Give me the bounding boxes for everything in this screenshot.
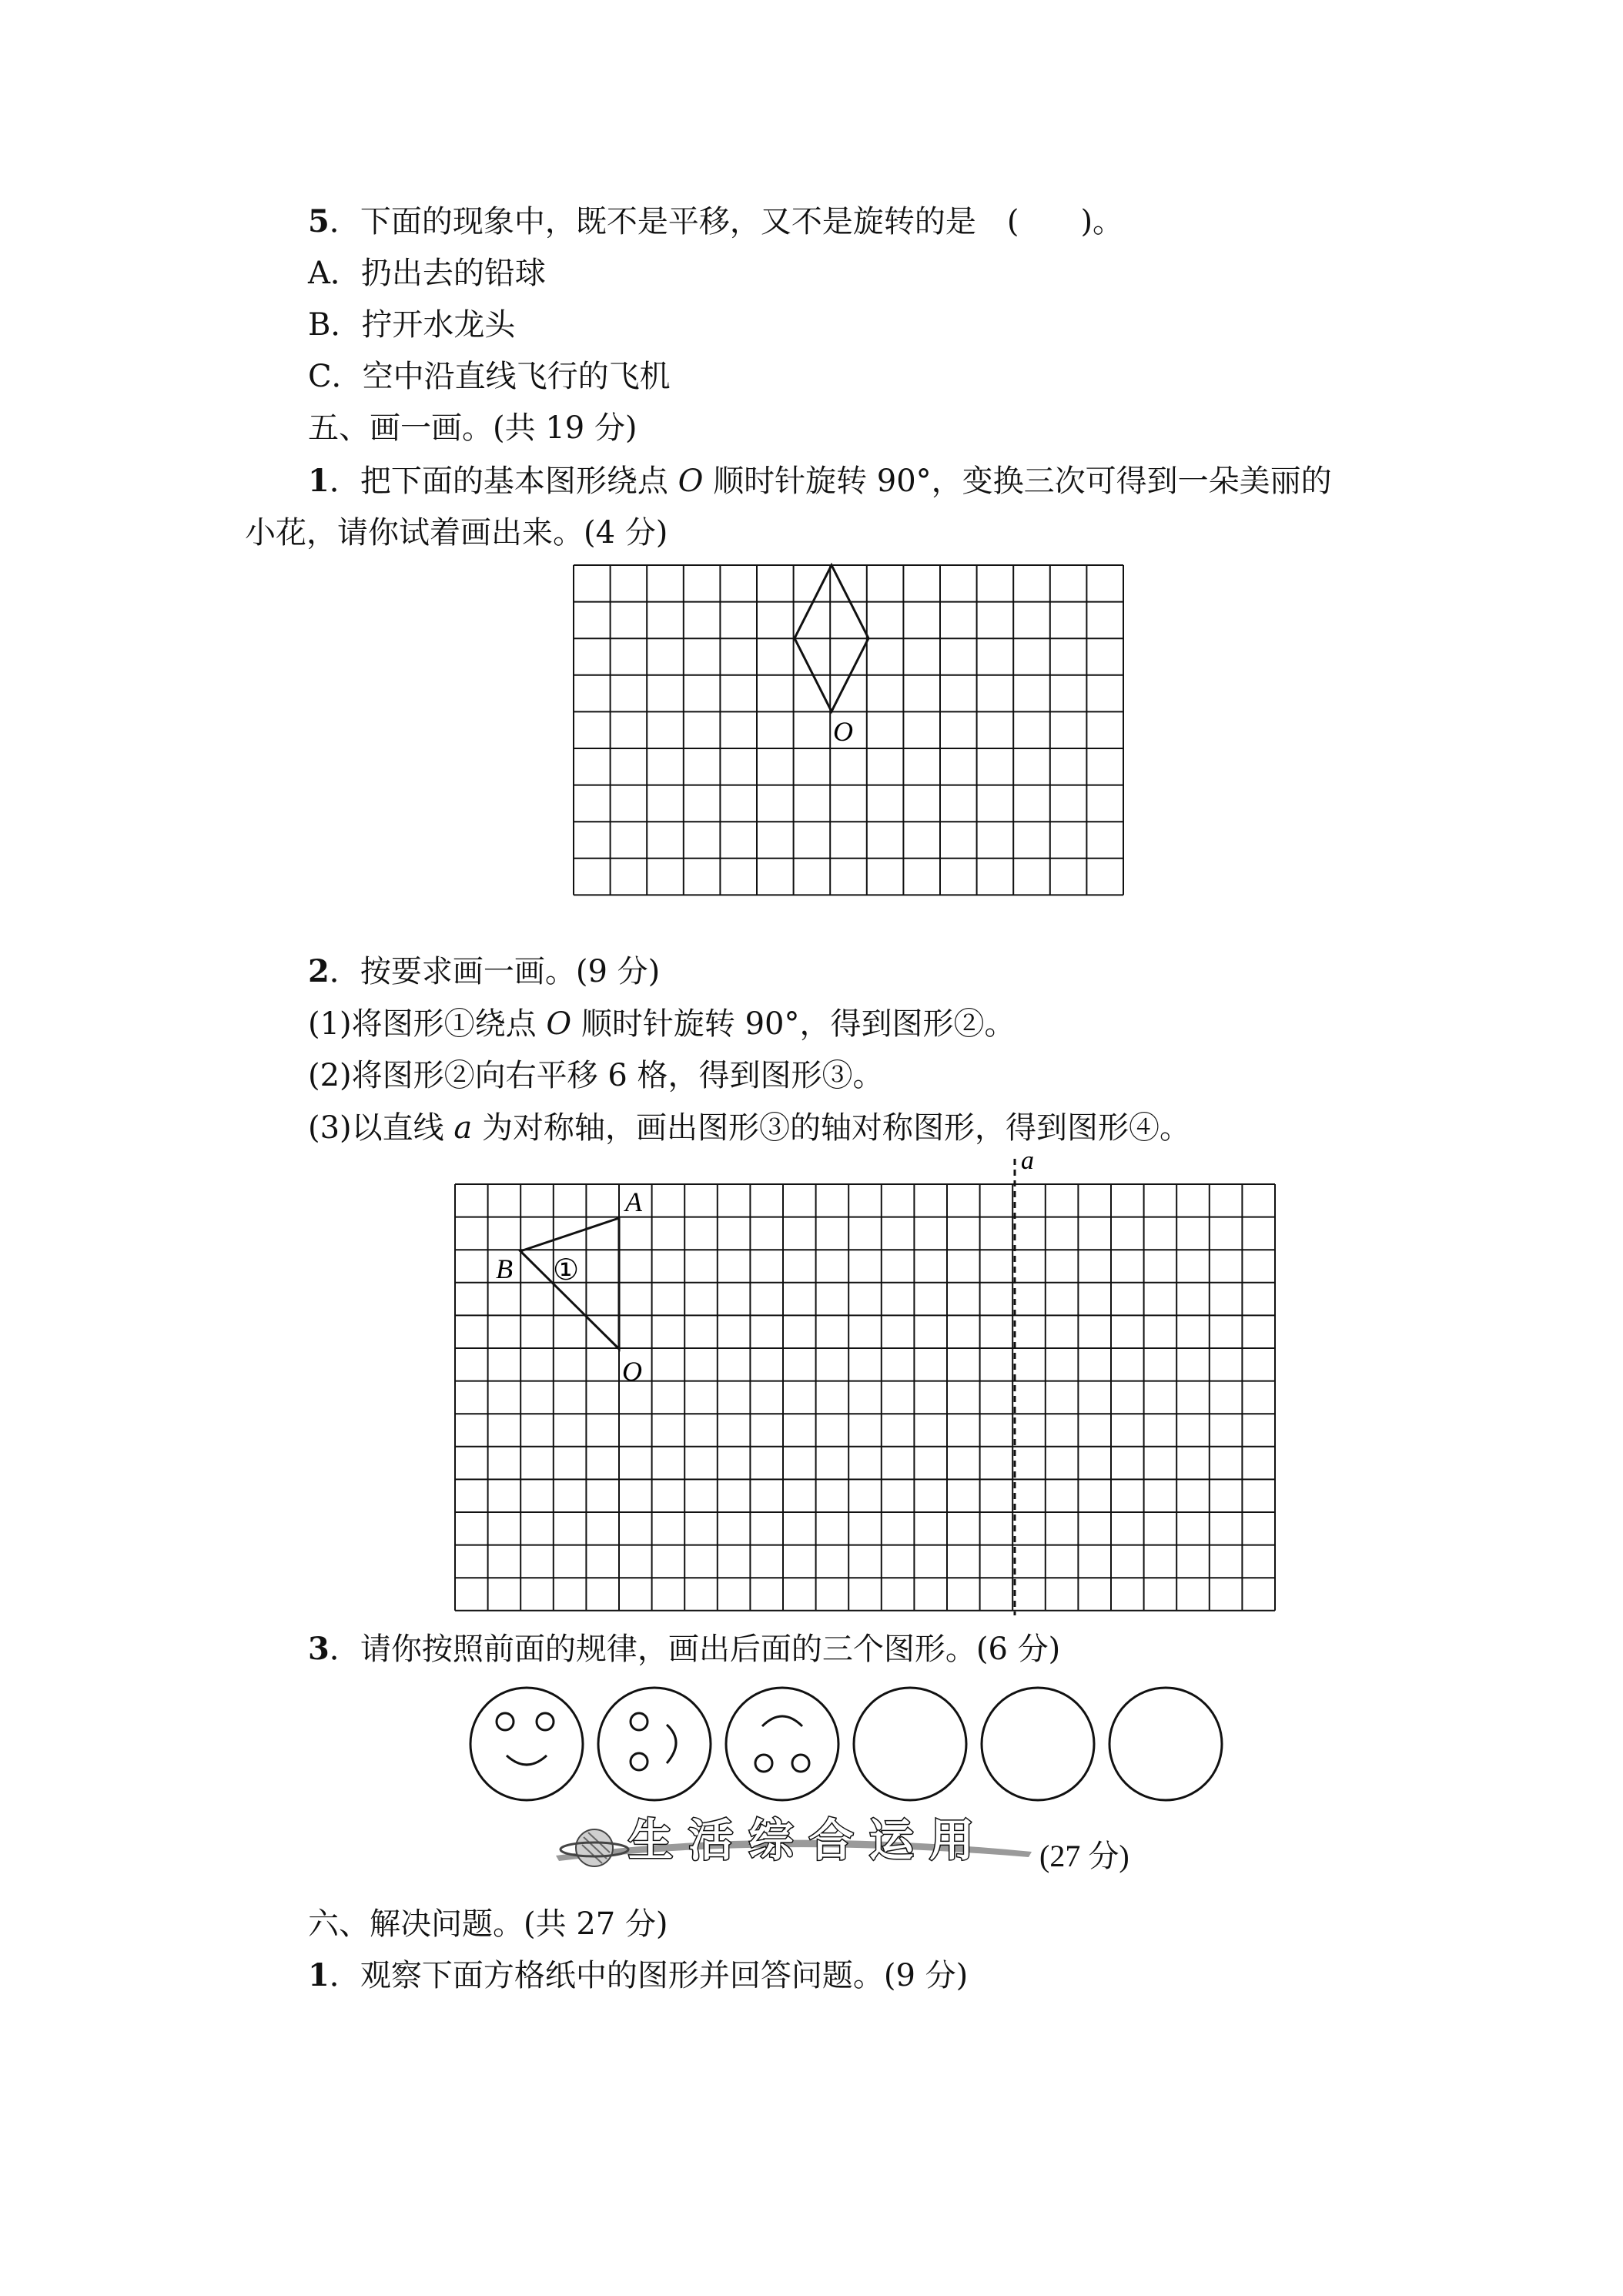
q5-number: 5 xyxy=(308,203,330,239)
s6-q1-number: 1 xyxy=(308,1957,330,1993)
q5-option-a: A．扔出去的铅球 xyxy=(308,256,546,291)
section5-title: 五、画一画。(共 19 分) xyxy=(308,410,637,446)
s5-q2-text: ．按要求画一画。(9 分) xyxy=(329,954,661,989)
q5-option-c: C．空中沿直线飞行的飞机 xyxy=(308,359,671,394)
vertex-b-label: B xyxy=(496,1253,513,1284)
s5-q3-number: 3 xyxy=(308,1631,330,1667)
banner-score: (27 分) xyxy=(1039,1839,1129,1873)
sub3-a: (3)以直线 xyxy=(308,1110,454,1146)
q5-option-b: B．拧开水龙头 xyxy=(308,307,516,343)
sub1-a: (1)将图形①绕点 xyxy=(308,1006,547,1042)
planet-icon xyxy=(561,1829,628,1866)
s6-q1-text: ．观察下面方格纸中的图形并回答问题。(9 分) xyxy=(329,1958,969,1993)
sub3-b: 为对称轴，画出图形③的轴对称图形，得到图形④。 xyxy=(472,1110,1190,1146)
sub1-var: O xyxy=(546,1006,572,1042)
s5-q1-text-a: ．把下面的基本图形绕点 xyxy=(329,464,678,499)
s5-q3-text: ．请你按照前面的规律，画出后面的三个图形。(6 分) xyxy=(329,1632,1061,1667)
s6-q1-line xyxy=(308,1956,968,1995)
sub3-var: a xyxy=(453,1110,473,1146)
shape-1-label: ① xyxy=(553,1254,580,1287)
q5-stem-text: ．下面的现象中，既不是平移，又不是旋转的是 ( )。 xyxy=(329,204,1124,239)
s5-q2-sub2: (2)将图形②向右平移 6 格，得到图形③。 xyxy=(308,1058,884,1093)
axis-label-a: a xyxy=(1021,1146,1034,1175)
s5-q1-var: O xyxy=(678,464,704,499)
s5-q1-text-b: 顺时针旋转 90°，变换三次可得到一朵美丽的 xyxy=(703,464,1332,499)
section6-title: 六、解决问题。(共 27 分) xyxy=(308,1906,668,1942)
s5-q2-number: 2 xyxy=(308,953,330,989)
s5-q1-line2: 小花，请你试着画出来。(4 分) xyxy=(245,515,668,551)
banner-title: 生 活 综 合 运 用 xyxy=(628,1814,974,1866)
point-o-label: O xyxy=(833,716,853,747)
s5-q1-number: 1 xyxy=(308,463,330,499)
vertex-o-label: O xyxy=(622,1356,642,1387)
sub1-b: 顺时针旋转 90°，得到图形②。 xyxy=(571,1006,1016,1042)
vertex-a-label: A xyxy=(625,1186,642,1217)
